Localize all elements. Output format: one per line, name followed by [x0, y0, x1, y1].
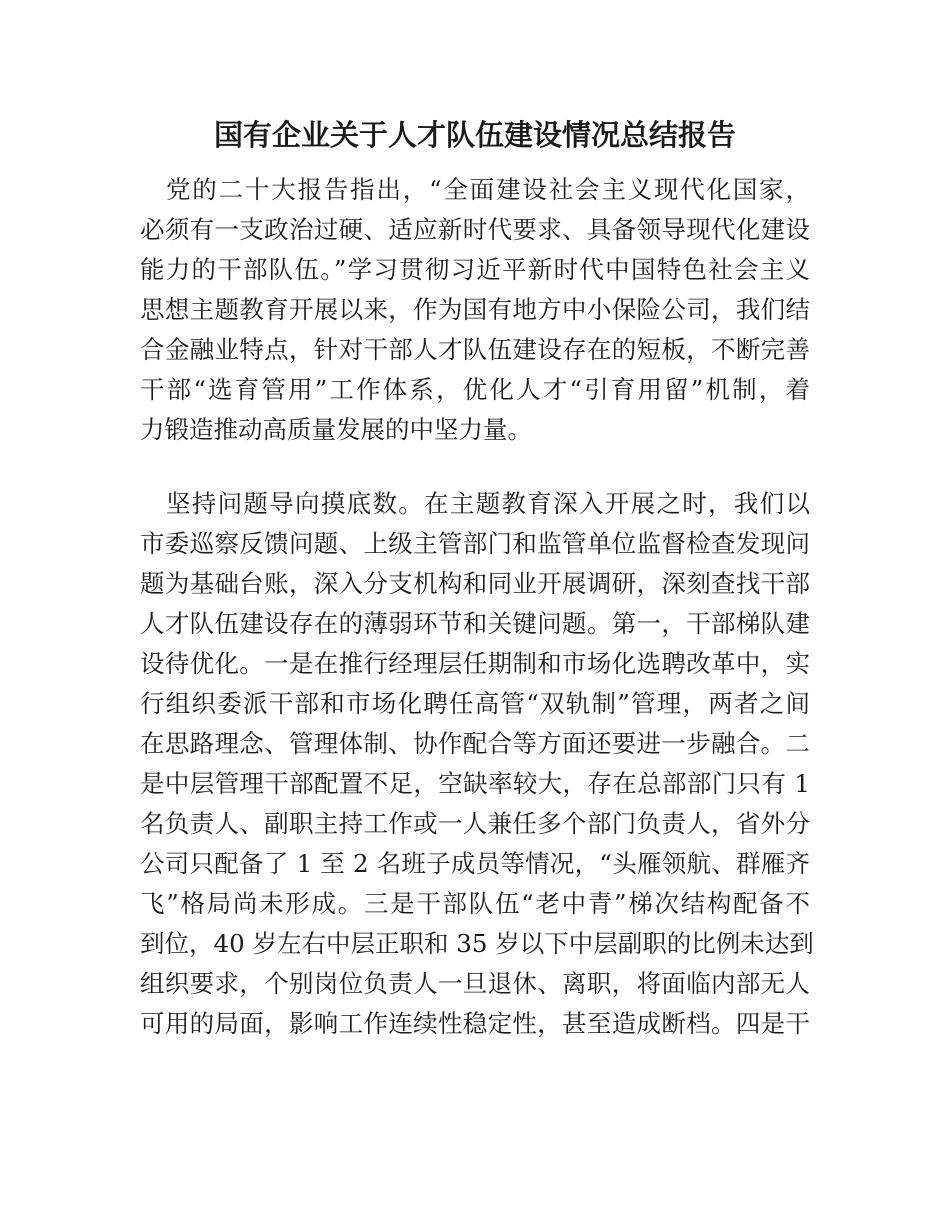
paragraph-line: 党的二十大报告指出，“全面建设社会主义现代化国家， [166, 175, 810, 204]
paragraph-line: 能力的干部队伍。”学习贯彻习近平新时代中国特色社会主义 [140, 255, 810, 284]
paragraph-line: 题为基础台账，深入分支机构和同业开展调研，深刻查找干部 [140, 569, 810, 598]
paragraph-line: 行组织委派干部和市场化聘任高管“双轨制”管理，两者之间 [140, 689, 810, 718]
paragraph-line: 名负责人、副职主持工作或一人兼任多个部门负责人，省外分 [140, 809, 810, 838]
paragraph-line: 公司只配备了 1 至 2 名班子成员等情况，“头雁领航、群雁齐 [140, 849, 810, 878]
paragraph-line: 在思路理念、管理体制、协作配合等方面还要进一步融合。二 [140, 729, 810, 758]
paragraph-line: 坚持问题导向摸底数。在主题教育深入开展之时，我们以 [166, 489, 810, 518]
paragraph-line: 必须有一支政治过硬、适应新时代要求、具备领导现代化建设 [140, 215, 810, 244]
paragraph-line: 力锻造推动高质量发展的中坚力量。 [140, 415, 532, 444]
paragraph-line: 合金融业特点，针对干部人才队伍建设存在的短板，不断完善 [140, 335, 810, 364]
paragraph-line: 设待优化。一是在推行经理层任期制和市场化选聘改革中，实 [140, 649, 810, 678]
paragraph-line: 到位，40 岁左右中层正职和 35 岁以下中层副职的比例未达到 [140, 929, 814, 958]
paragraph-problems [140, 484, 814, 1044]
paragraph-line: 市委巡察反馈问题、上级主管部门和监管单位监督检查发现问 [140, 529, 810, 558]
paragraph-line: 干部“选育管用”工作体系，优化人才“引育用留”机制，着 [140, 375, 810, 404]
paragraph-line: 思想主题教育开展以来，作为国有地方中小保险公司，我们结 [140, 295, 810, 324]
paragraph-line: 组织要求，个别岗位负责人一旦退休、离职，将面临内部无人 [140, 969, 810, 998]
paragraph-line: 飞”格局尚未形成。三是干部队伍“老中青”梯次结构配备不 [140, 889, 810, 918]
paragraph-intro [140, 170, 810, 450]
document-title: 国有企业关于人才队伍建设情况总结报告 [213, 118, 736, 152]
paragraph-line: 是中层管理干部配置不足，空缺率较大，存在总部部门只有 1 [140, 769, 810, 798]
paragraph-line: 可用的局面，影响工作连续性稳定性，甚至造成断档。四是干 [140, 1009, 810, 1038]
paragraph-line: 人才队伍建设存在的薄弱环节和关键问题。第一，干部梯队建 [140, 609, 810, 638]
